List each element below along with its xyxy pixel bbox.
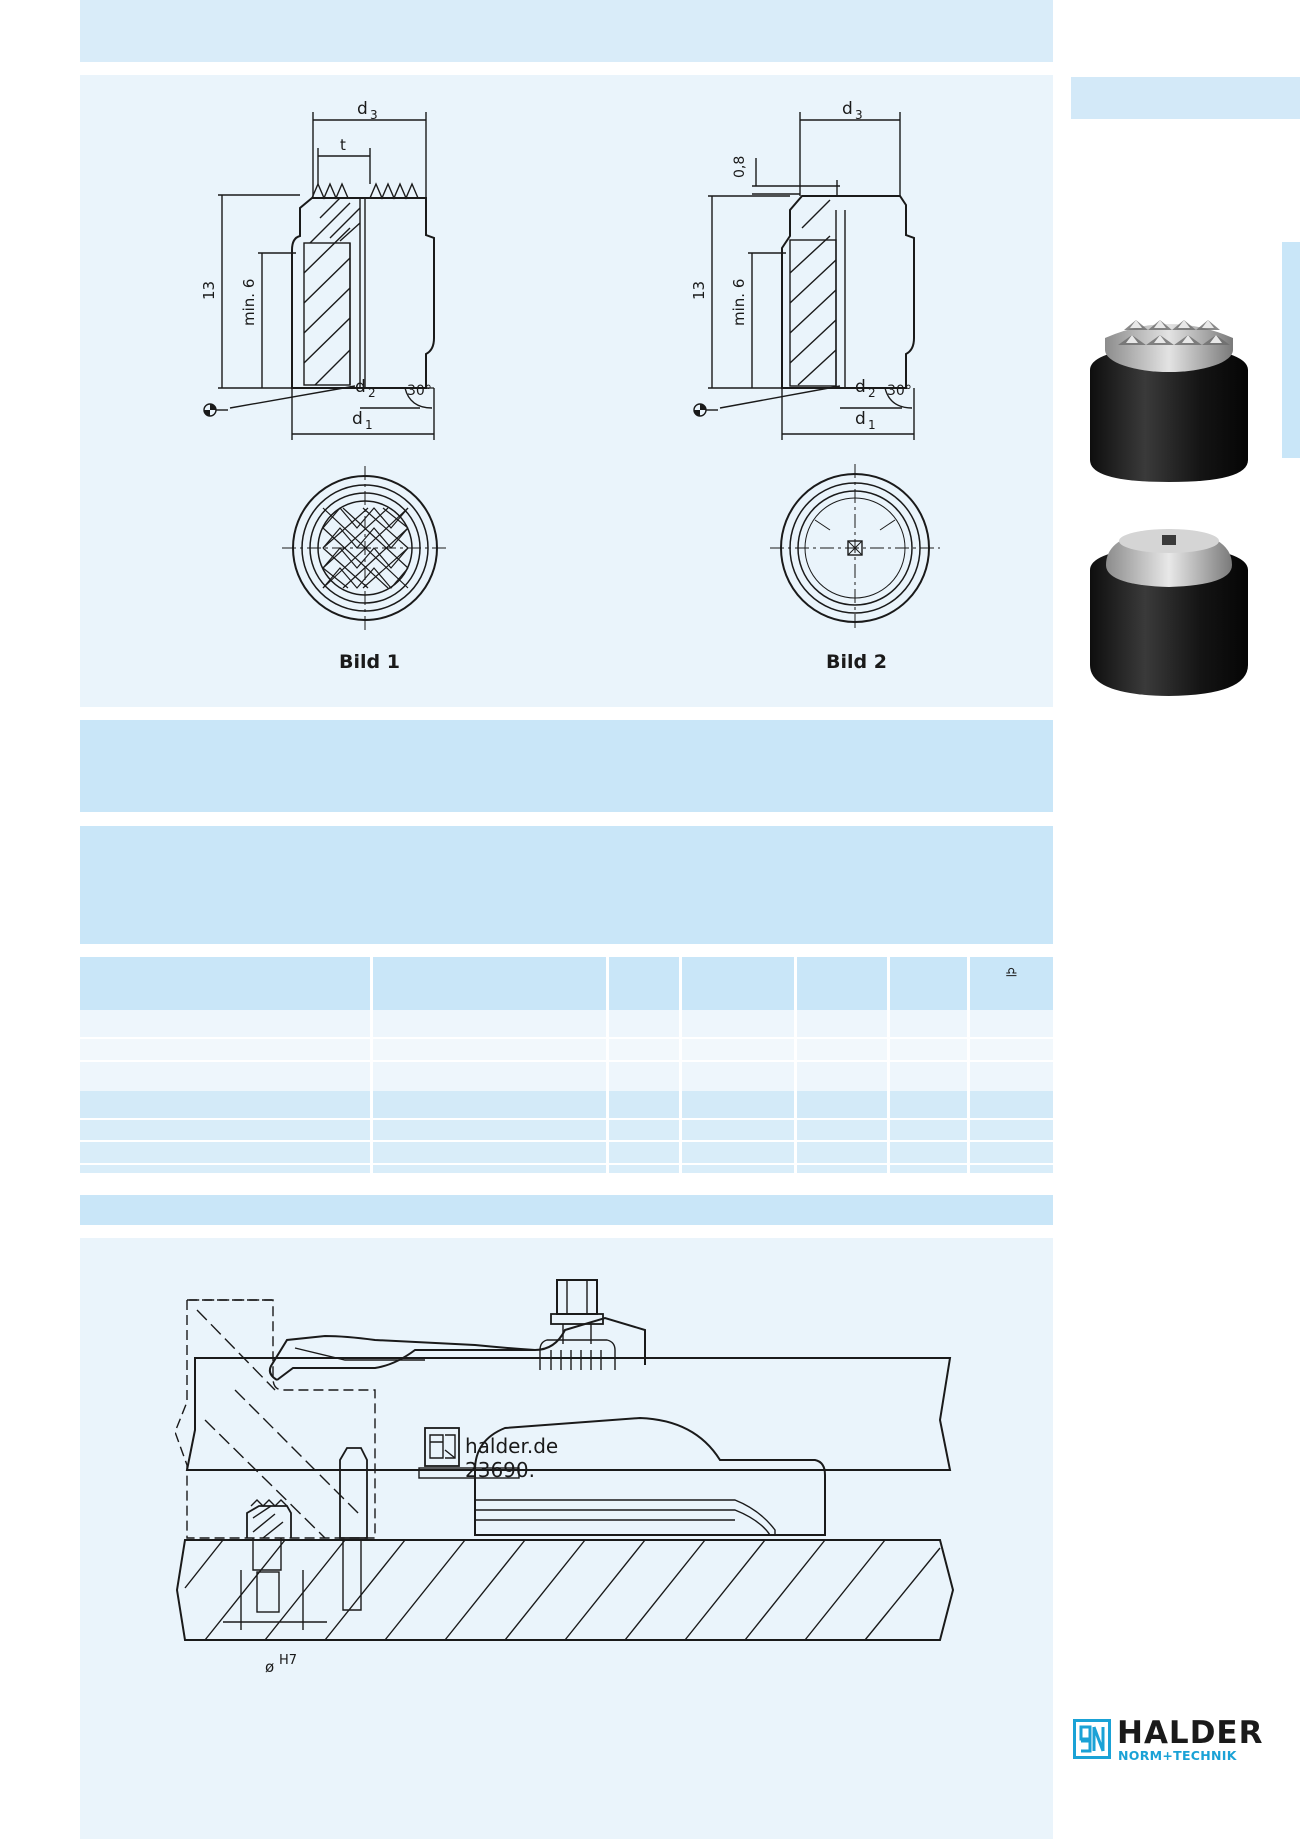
ordering-band bbox=[80, 826, 1053, 944]
table-row bbox=[80, 1164, 1053, 1173]
product-photo-serrated bbox=[1084, 290, 1254, 490]
angle-label-2: 30° bbox=[887, 383, 912, 399]
dim-d2-sub: 2 bbox=[368, 386, 376, 400]
dim-d3-sub: 3 bbox=[370, 108, 378, 122]
dim-min6-label: min. 6 bbox=[240, 278, 258, 326]
weight-icon: ♎ bbox=[1004, 965, 1018, 981]
dim-d2-sub-2: 2 bbox=[868, 386, 876, 400]
spec-table bbox=[80, 957, 1053, 1173]
dim-d1-sub: 1 bbox=[365, 418, 373, 432]
dim-d1-label-2: d bbox=[855, 409, 866, 429]
fig1-caption: Bild 1 bbox=[339, 651, 400, 673]
description-band bbox=[80, 720, 1053, 812]
table-row bbox=[80, 1010, 1053, 1038]
dim-08-label: 0,8 bbox=[732, 155, 748, 178]
plate-number-label: 23690. bbox=[465, 1458, 535, 1482]
plate-site-label: halder.de bbox=[465, 1434, 559, 1458]
table-row bbox=[80, 1061, 1053, 1091]
application-drawing bbox=[175, 1270, 965, 1700]
dim-d2-label: d bbox=[355, 377, 366, 397]
table-row bbox=[80, 1038, 1053, 1061]
table-row bbox=[80, 1141, 1053, 1164]
dim-min6-label-2: min. 6 bbox=[730, 278, 748, 326]
application-heading-band bbox=[80, 1195, 1053, 1225]
dim-t-label: t bbox=[340, 136, 346, 154]
halder-logo-icon bbox=[1073, 1719, 1111, 1759]
bore-tolerance: H7 bbox=[279, 1653, 298, 1668]
dim-d2-label-2: d bbox=[855, 377, 866, 397]
table-row bbox=[80, 1119, 1053, 1141]
technical-drawing-fig2 bbox=[690, 88, 970, 688]
header-band bbox=[80, 0, 1053, 62]
dim-d1-sub-2: 1 bbox=[868, 418, 876, 432]
side-tab bbox=[1071, 77, 1300, 119]
dim-d3-label: d bbox=[357, 99, 368, 119]
dim-d3-label-2: d bbox=[842, 99, 853, 119]
dim-d3-sub-2: 3 bbox=[855, 108, 863, 122]
brand-tagline: NORM+TECHNIK bbox=[1118, 1748, 1237, 1763]
table-header-row bbox=[80, 957, 1053, 1010]
bore-dia-symbol: ø bbox=[265, 1658, 275, 1676]
angle-label: 30° bbox=[407, 383, 432, 399]
product-photo-flat bbox=[1084, 515, 1254, 700]
brand-name: HALDER bbox=[1117, 1715, 1264, 1751]
side-edge-marker bbox=[1282, 242, 1300, 458]
dim-d1-label: d bbox=[352, 409, 363, 429]
halder-logo bbox=[1073, 1715, 1270, 1765]
technical-drawing-fig1 bbox=[200, 88, 480, 688]
table-row bbox=[80, 1091, 1053, 1119]
dim-13-label-2: 13 bbox=[690, 280, 708, 300]
fig2-caption: Bild 2 bbox=[826, 651, 887, 673]
dim-13-label: 13 bbox=[200, 280, 218, 300]
